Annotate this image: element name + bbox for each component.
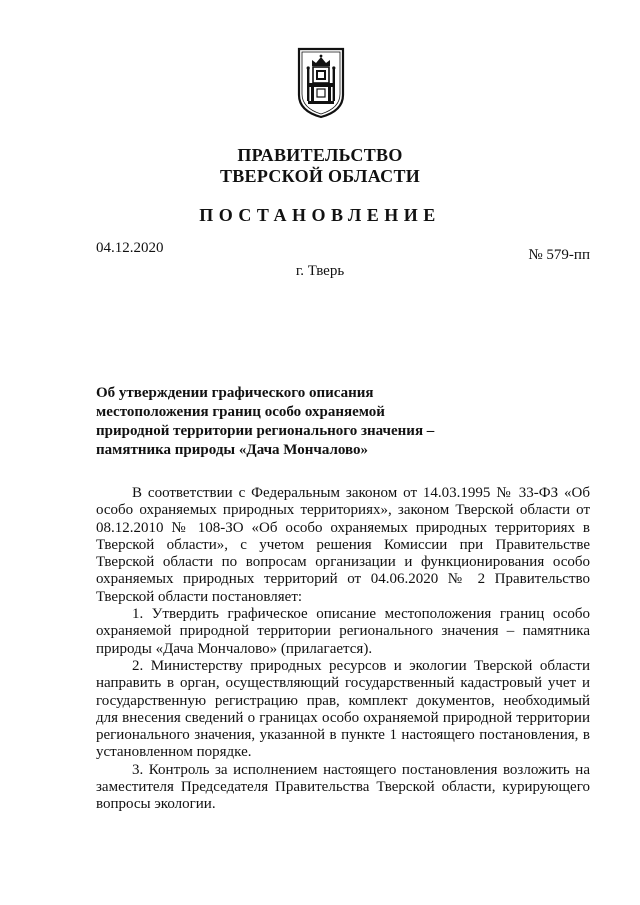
document-body: [96, 485, 590, 814]
subject-line: памятника природы «Дача Мончалово»: [96, 442, 369, 458]
org-name-line1: ПРАВИТЕЛЬСТВО: [237, 145, 403, 165]
preamble-paragraph: В соответствии с Федеральным законом от 14.03.1995 № 33-ФЗ «Об особо охраняемых природных территориях», законом Тверской области от 08.12.2010 № 108-ЗО «Об особо охраняемых природных территориях в Тверской области», с учетом решения Комиссии при Правительстве Тверской области по вопросам организации и функционирования особо охраняемых природных территорий от 04.06.2020 № 2 Правительство Тверской области постановляет:: [96, 485, 590, 605]
org-name-line2: ТВЕРСКОЙ ОБЛАСТИ: [219, 166, 421, 186]
clause-paragraph-3: 3. Контроль за исполнением настоящего постановления возложить на заместителя Председателя Правительства Тверской области, курирующего вопросы экологии.: [96, 761, 590, 813]
clause-paragraph-1: 1. Утвердить графическое описание местоположения границ особо охраняемой природной территории регионального значения – памятника природы «Дача Мончалово» (прилагается).: [96, 606, 590, 657]
document-subject: [96, 384, 456, 460]
clause-paragraph-2: 2. Министерству природных ресурсов и экологии Тверской области направить в орган, осуществляющий государственный кадастровый учет и государственную регистрацию прав, комплект документов, необходимый для внесения сведений о границах особо охраняемой природной территории регионального значения, указанной в пункте 1 настоящего постановления, в установленном порядке.: [96, 657, 590, 761]
tver-coat-of-arms-icon: [297, 45, 345, 119]
subject-line: природной территории регионального значения –: [96, 423, 435, 439]
document-number: № 579-пп: [528, 247, 590, 263]
document-city: г. Тверь: [295, 263, 345, 279]
subject-line: местоположения границ особо охраняемой: [96, 404, 385, 420]
subject-line: Об утверждении графического описания: [96, 385, 374, 401]
document-type: ПОСТАНОВЛЕНИЕ: [199, 205, 441, 225]
document-date: 04.12.2020: [96, 240, 164, 256]
